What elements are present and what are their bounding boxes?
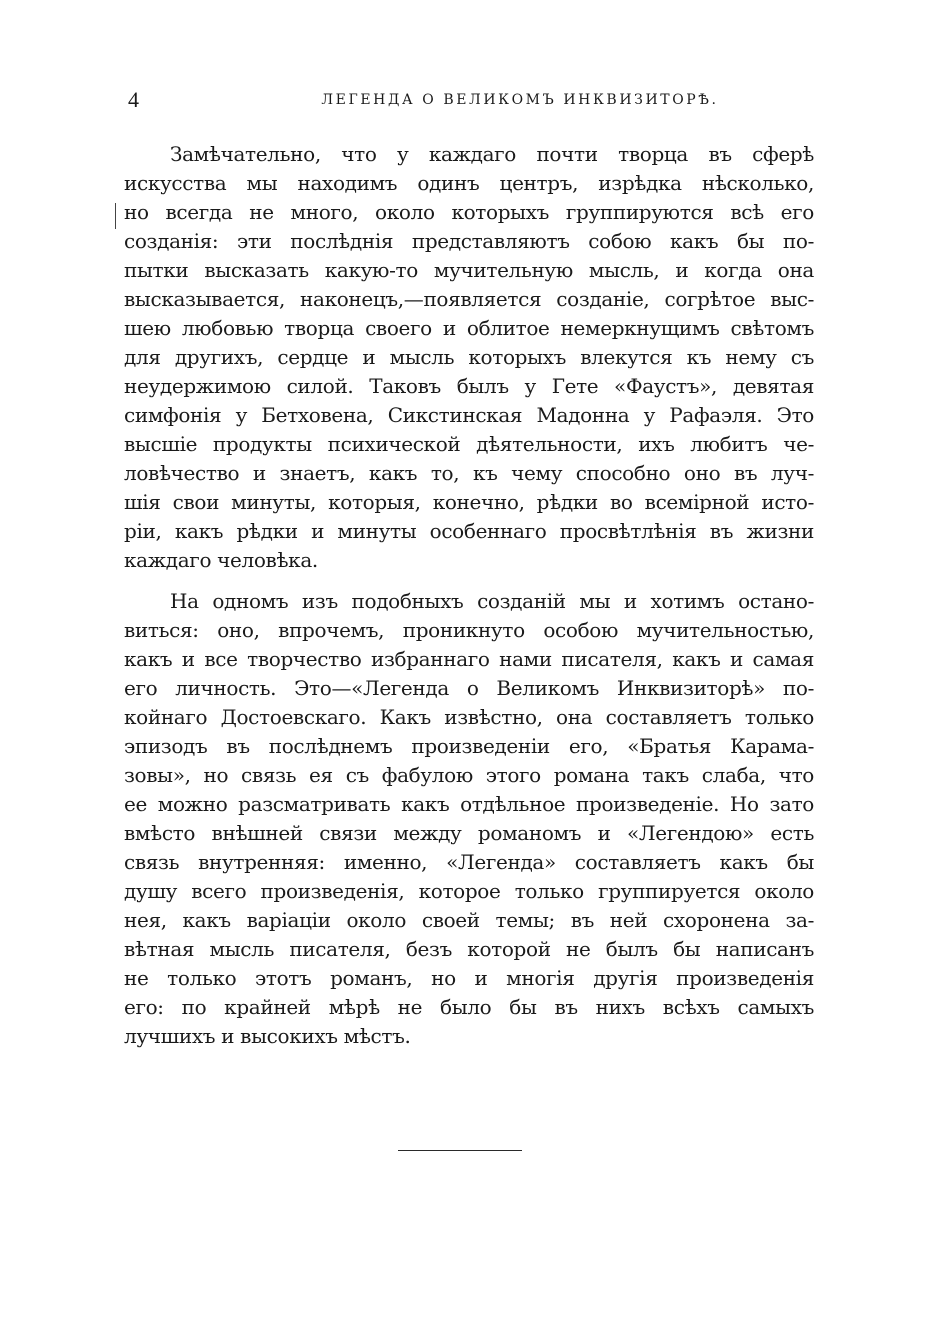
text-line: высказывается, наконецъ,—появляется созданіе, согрѣтое выс- xyxy=(124,287,814,311)
text-line: нея, какъ варіаціи около своей темы; въ ней схоронена за- xyxy=(124,908,814,932)
text-line: но всегда не много, около которыхъ группируются всѣ его xyxy=(124,200,814,224)
page-number: 4 xyxy=(128,87,139,112)
text-line: его личность. Это—«Легенда о Великомъ Инквизиторѣ» по- xyxy=(124,676,814,700)
text-line: лучшихъ и высокихъ мѣстъ. xyxy=(124,1024,411,1048)
paragraph-1 xyxy=(124,140,814,575)
text-line: связь внутренняя: именно, «Легенда» составляетъ какъ бы xyxy=(124,850,814,874)
body-text xyxy=(124,140,814,1051)
text-line: искусства мы находимъ одинъ центръ, изрѣдка нѣсколько, xyxy=(124,171,814,195)
text-line: высшіе продукты психической дѣятельности, ихъ любитъ че- xyxy=(124,432,814,456)
text-line: пытки высказать какую-то мучительную мысль, и когда она xyxy=(124,258,814,282)
paragraph-gap xyxy=(124,575,814,587)
text-line: койнаго Достоевскаго. Какъ извѣстно, она составляетъ только xyxy=(124,705,814,729)
text-line: симфонія у Бетховена, Сикстинская Мадонна у Рафаэля. Это xyxy=(124,403,814,427)
text-line: какъ и все творчество избраннаго нами писателя, какъ и самая xyxy=(124,647,814,671)
text-line: эпизодъ въ послѣднемъ произведеніи его, «Братья Карама- xyxy=(124,734,814,758)
text-line: его: по крайней мѣрѣ не было бы въ нихъ всѣхъ самыхъ xyxy=(124,995,814,1019)
text-line: шею любовью творца своего и облитое немеркнущимъ свѣтомъ xyxy=(124,316,814,340)
text-line: неудержимою силой. Таковъ былъ у Гете «Фаустъ», девятая xyxy=(124,374,814,398)
text-line: каждаго человѣка. xyxy=(124,548,318,572)
text-line: ріи, какъ рѣдки и минуты особеннаго просвѣтлѣнія въ жизни xyxy=(124,519,814,543)
text-line: душу всего произведенія, которое только группируется около xyxy=(124,879,814,903)
page-header xyxy=(128,86,812,114)
text-line: шія свои минуты, которыя, конечно, рѣдки во всемірной исто- xyxy=(124,490,814,514)
text-line: не только этотъ романъ, но и многія другія произведенія xyxy=(124,966,814,990)
text-line: ловѣчество и знаетъ, какъ то, къ чему способно оно въ луч- xyxy=(124,461,814,485)
text-line: вмѣсто внѣшней связи между романомъ и «Легендою» есть xyxy=(124,821,814,845)
text-line: На одномъ изъ подобныхъ созданій мы и хотимъ остано- xyxy=(170,589,814,613)
text-line: вѣтная мысль писателя, безъ которой не былъ бы написанъ xyxy=(124,937,814,961)
margin-mark xyxy=(115,203,116,229)
text-line: виться: оно, впрочемъ, проникнуто особою мучительностью, xyxy=(124,618,814,642)
text-line: ее можно разсматривать какъ отдѣльное произведеніе. Но зато xyxy=(124,792,814,816)
text-line: Замѣчательно, что у каждаго почти творца въ сферѣ xyxy=(170,142,814,166)
text-line: зовы», но связь ея съ фабулою этого романа такъ слаба, что xyxy=(124,763,814,787)
text-line: созданія: эти послѣднія представляютъ собою какъ бы по- xyxy=(124,229,814,253)
running-title: ЛЕГЕНДА О ВЕЛИКОМЪ ИНКВИЗИТОРѢ. xyxy=(321,92,719,108)
section-end-rule xyxy=(398,1150,522,1151)
text-line: для другихъ, сердце и мысль которыхъ влекутся къ нему съ xyxy=(124,345,814,369)
paragraph-2 xyxy=(124,587,814,1051)
